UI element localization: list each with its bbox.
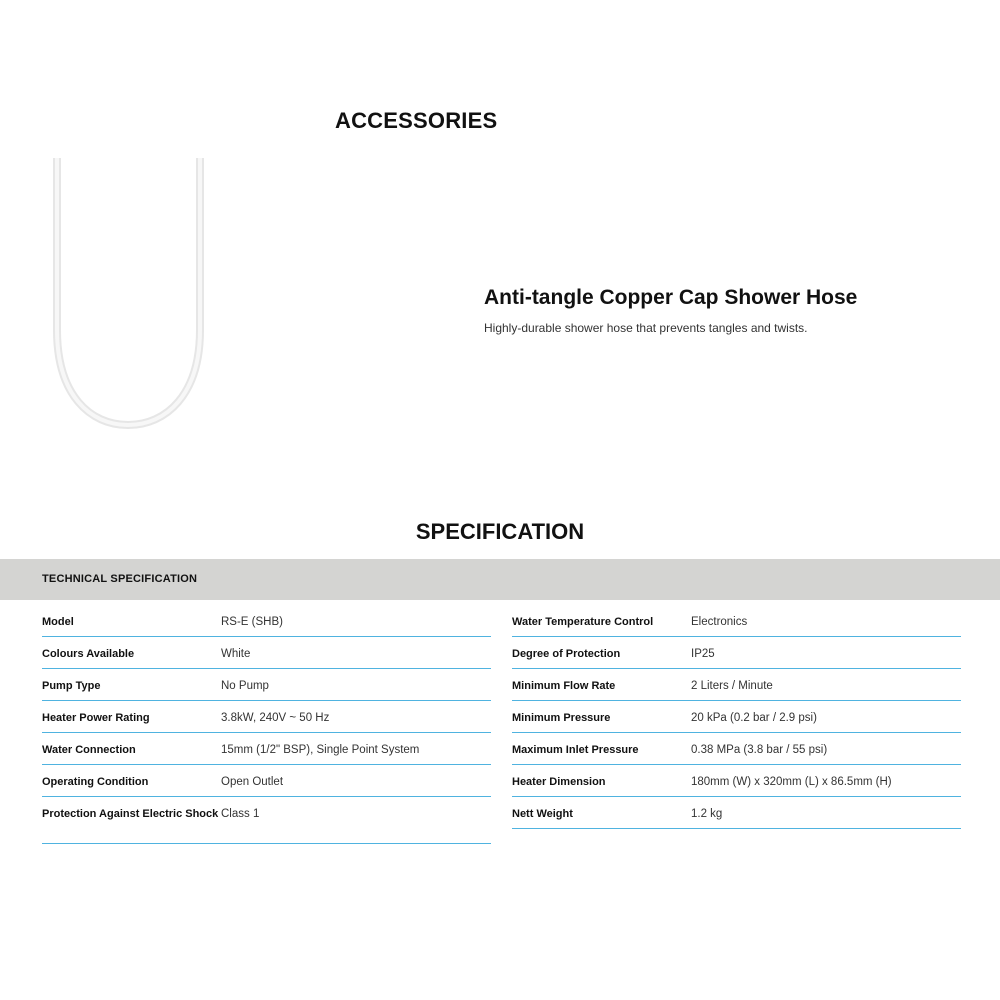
spec-value: White: [221, 648, 251, 660]
spec-row: [42, 766, 491, 797]
product-description: Highly-durable shower hose that prevents tangles and twists.: [484, 321, 808, 335]
spec-row: [512, 606, 961, 637]
spec-row: [512, 638, 961, 669]
spec-value: 20 kPa (0.2 bar / 2.9 psi): [691, 712, 817, 724]
spec-value: 3.8kW, 240V ~ 50 Hz: [221, 712, 330, 724]
spec-row: [512, 734, 961, 765]
spec-value: 15mm (1/2" BSP), Single Point System: [221, 744, 420, 756]
spec-label: Minimum Pressure: [512, 712, 611, 724]
spec-label: Operating Condition: [42, 776, 149, 788]
spec-label: Protection Against Electric Shock: [42, 808, 219, 820]
spec-value: RS-E (SHB): [221, 616, 283, 628]
spec-label: Heater Dimension: [512, 776, 606, 788]
spec-value: 180mm (W) x 320mm (L) x 86.5mm (H): [691, 776, 892, 788]
product-title: Anti-tangle Copper Cap Shower Hose: [484, 286, 858, 309]
spec-label: Minimum Flow Rate: [512, 680, 616, 692]
accessories-heading: ACCESSORIES: [335, 108, 498, 133]
spec-row: [42, 638, 491, 669]
spec-value: 2 Liters / Minute: [691, 680, 773, 692]
spec-value: Open Outlet: [221, 776, 284, 788]
spec-column-right: [512, 606, 961, 829]
technical-specification-bar: [0, 559, 1000, 600]
spec-row: [42, 670, 491, 701]
spec-row: [42, 734, 491, 765]
spec-row: [512, 670, 961, 701]
spec-label: Heater Power Rating: [42, 712, 150, 724]
spec-label: Water Temperature Control: [512, 616, 654, 628]
spec-label: Degree of Protection: [512, 648, 621, 660]
spec-label: Pump Type: [42, 680, 101, 692]
spec-value: 1.2 kg: [691, 808, 723, 820]
spec-row: [42, 702, 491, 733]
spec-row: [512, 702, 961, 733]
technical-specification-label: TECHNICAL SPECIFICATION: [42, 573, 198, 585]
spec-value: No Pump: [221, 680, 269, 692]
spec-label: Model: [42, 616, 74, 628]
spec-label: Water Connection: [42, 744, 136, 756]
spec-row: [512, 798, 961, 829]
spec-label: Maximum Inlet Pressure: [512, 744, 639, 756]
spec-row: [42, 798, 491, 844]
spec-value: IP25: [691, 648, 715, 660]
spec-value: Class 1: [221, 808, 260, 820]
spec-row: [512, 766, 961, 797]
specification-heading: SPECIFICATION: [415, 519, 585, 544]
spec-value: Electronics: [691, 616, 748, 628]
spec-label: Nett Weight: [512, 808, 573, 820]
spec-column-left: [42, 606, 491, 844]
spec-label: Colours Available: [42, 648, 135, 660]
shower-hose-image: [40, 150, 220, 440]
spec-value: 0.38 MPa (3.8 bar / 55 psi): [691, 744, 828, 756]
spec-row: [42, 606, 491, 637]
